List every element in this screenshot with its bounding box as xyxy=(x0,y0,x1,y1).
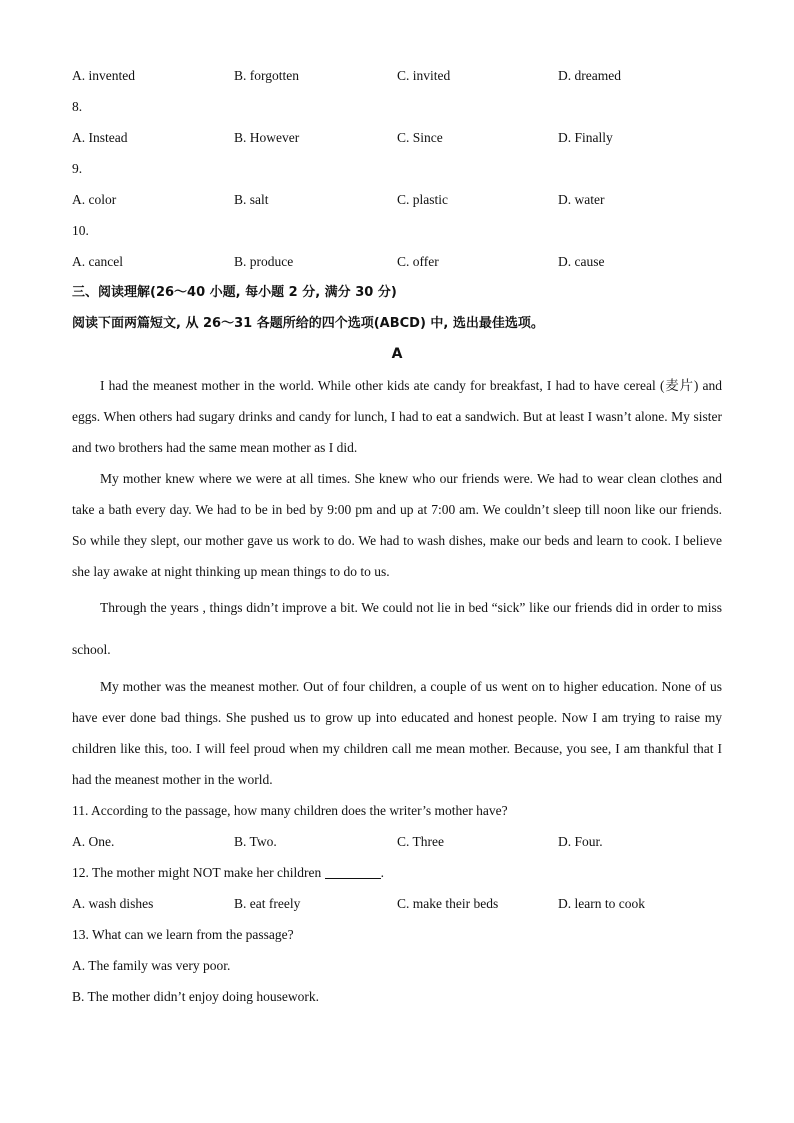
q8-option-b: B. However xyxy=(234,130,300,145)
passage-paragraph-2: My mother knew where we were at all times. She knew who our friends were. We had to wear clean clothes and take a bath every day. We had to be in bed by 9:00 pm and up at 7:00 am. We couldn’t sleep till noon like our friends. So while they slept, our mother gave us work to do. We had to wash dishes, make our beds and learn to cook. I believe she lay awake at night thinking up mean things to do to us. xyxy=(72,471,722,579)
q11-option-b: B. Two. xyxy=(234,834,277,849)
q8-number: 8. xyxy=(72,99,83,114)
q12-stem xyxy=(72,857,722,888)
q12-option-d: D. learn to cook xyxy=(558,896,645,911)
q9-option-b: B. salt xyxy=(234,192,269,207)
section-heading: 三、阅读理解(26～40 小题, 每小题 2 分, 满分 30 分) xyxy=(72,285,397,300)
q9-options xyxy=(72,184,722,215)
page-content xyxy=(72,60,722,1012)
q11-option-d: D. Four. xyxy=(558,834,603,849)
q8-option-c: C. Since xyxy=(397,130,443,145)
q13-stem: 13. What can we learn from the passage? xyxy=(72,927,294,942)
q7-option-b: B. forgotten xyxy=(234,68,299,83)
passage-paragraph-1: I had the meanest mother in the world. While other kids ate candy for breakfast, I had to have cereal (麦片) and eggs. When others had sugary drinks and candy for lunch, I had to eat a sandwich. But at least I wasn’t alone. My sister and two brothers had the same mean mother as I did. xyxy=(72,378,722,455)
q10-number: 10. xyxy=(72,223,89,238)
q10-option-c: C. offer xyxy=(397,254,439,269)
q12-option-b: B. eat freely xyxy=(234,896,301,911)
q8-option-a: A. Instead xyxy=(72,130,128,145)
answer-blank xyxy=(325,864,381,879)
q7-option-d: D. dreamed xyxy=(558,68,621,83)
q9-option-d: D. water xyxy=(558,192,605,207)
q10-option-a: A. cancel xyxy=(72,254,123,269)
q11-option-a: A. One. xyxy=(72,834,115,849)
q12-stem-text: 12. The mother might NOT make her children xyxy=(72,865,325,880)
q10-options xyxy=(72,246,722,277)
q13-option-b: B. The mother didn’t enjoy doing housework. xyxy=(72,989,319,1004)
q11-option-c: C. Three xyxy=(397,834,444,849)
q11-options xyxy=(72,826,722,857)
passage-paragraph-3: Through the years , things didn’t improve a bit. We could not lie in bed “sick” like our friends did in order to miss school. xyxy=(72,600,722,657)
q8-option-d: D. Finally xyxy=(558,130,613,145)
q7-option-c: C. invited xyxy=(397,68,451,83)
passage-title: A xyxy=(391,346,403,362)
q13-option-a: A. The family was very poor. xyxy=(72,958,231,973)
section-instruction: 阅读下面两篇短文, 从 26～31 各题所给的四个选项(ABCD) 中, 选出最佳选项。 xyxy=(72,316,544,331)
q9-option-c: C. plastic xyxy=(397,192,448,207)
q10-option-b: B. produce xyxy=(234,254,294,269)
q12-option-c: C. make their beds xyxy=(397,896,499,911)
passage-paragraph-4: My mother was the meanest mother. Out of four children, a couple of us went on to higher education. None of us have ever done bad things. She pushed us to grow up into educated and honest people. Now I am trying to raise my children like this, too. I will feel proud when my children call me mean mother. Because, you see, I am thankful that I had the meanest mother in the world. xyxy=(72,679,722,787)
q9-option-a: A. color xyxy=(72,192,117,207)
q12-options xyxy=(72,888,722,919)
q10-option-d: D. cause xyxy=(558,254,605,269)
q7-option-a: A. invented xyxy=(72,68,135,83)
q12-stem-end: . xyxy=(380,865,384,880)
q11-stem: 11. According to the passage, how many children does the writer’s mother have? xyxy=(72,803,508,818)
q9-number: 9. xyxy=(72,161,83,176)
q7-options xyxy=(72,60,722,91)
q8-options xyxy=(72,122,722,153)
q12-option-a: A. wash dishes xyxy=(72,896,154,911)
